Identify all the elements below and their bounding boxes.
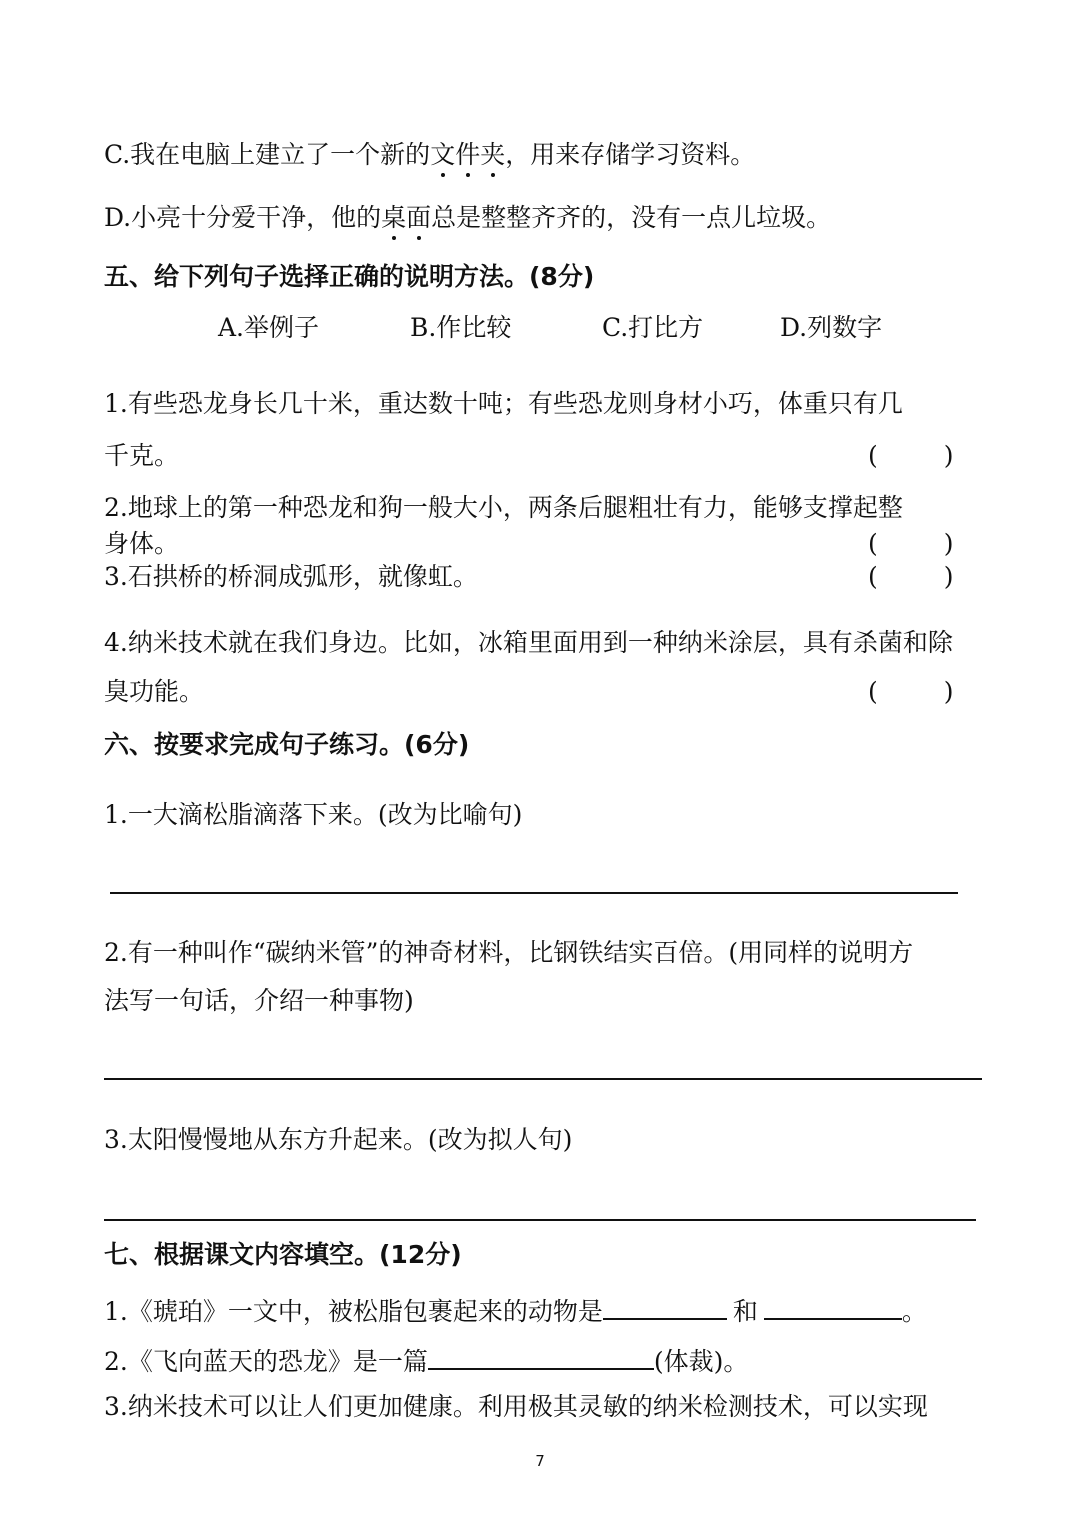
fill-blank[interactable] — [603, 1292, 727, 1320]
answer-blank-2[interactable]: ( ) — [868, 529, 954, 558]
emphasis-char: 桌 — [381, 203, 407, 232]
section-7-heading: 七、根据课文内容填空。(12分) — [104, 1240, 462, 1269]
fill-blank[interactable] — [428, 1342, 654, 1370]
answer-blank-3[interactable]: ( ) — [868, 562, 954, 591]
s7-question-3: 3.纳米技术可以让人们更加健康。利用极其灵敏的纳米检测技术，可以实现 — [104, 1392, 928, 1421]
option-d-sentence: D.小亮十分爱干净，他的桌面总是整整齐齐的，没有一点儿垃圾。 — [104, 203, 832, 232]
option-c-sentence: C.我在电脑上建立了一个新的文件夹，用来存储学习资料。 — [104, 140, 756, 169]
s5-question-1-line2: 千克。 — [104, 441, 180, 470]
fill-blank[interactable] — [764, 1292, 902, 1320]
s6-question-3: 3.太阳慢慢地从东方升起来。(改为拟人句) — [104, 1125, 573, 1154]
s5-question-4-line1: 4.纳米技术就在我们身边。比如，冰箱里面用到一种纳米涂层，具有杀菌和除 — [104, 628, 953, 657]
s5-question-1-line1: 1.有些恐龙身长几十米，重达数十吨；有些恐龙则身材小巧，体重只有几 — [104, 389, 903, 418]
s6-question-1: 1.一大滴松脂滴落下来。(改为比喻句) — [104, 800, 523, 829]
option-c: C.打比方 — [602, 313, 704, 342]
answer-line-1[interactable] — [110, 892, 958, 894]
s7-question-1: 1.《琥珀》一文中，被松脂包裹起来的动物是 和 。 — [104, 1292, 927, 1327]
s5-question-2-line2: 身体。 — [104, 529, 180, 558]
s6-question-2-line2: 法写一句话，介绍一种事物) — [104, 986, 414, 1015]
emphasis-char: 件 — [455, 140, 481, 169]
s6-question-2-line1: 2.有一种叫作“碳纳米管”的神奇材料，比钢铁结实百倍。(用同样的说明方 — [104, 938, 914, 967]
option-a: A.举例子 — [218, 313, 320, 342]
s5-question-4-line2: 臭功能。 — [104, 677, 205, 706]
s5-question-2-line1: 2.地球上的第一种恐龙和狗一般大小，两条后腿粗壮有力，能够支撑起整 — [104, 493, 903, 522]
answer-blank-4[interactable]: ( ) — [868, 677, 954, 706]
answer-blank-1[interactable]: ( ) — [868, 441, 954, 470]
page-number: 7 — [535, 1452, 545, 1470]
answer-line-2[interactable] — [104, 1078, 982, 1080]
option-b: B.作比较 — [410, 313, 512, 342]
s5-question-3: 3.石拱桥的桥洞成弧形，就像虹。 — [104, 562, 478, 591]
emphasis-char: 文 — [430, 140, 456, 169]
emphasis-char: 夹 — [480, 140, 506, 169]
s7-question-2: 2.《飞向蓝天的恐龙》是一篇 (体裁)。 — [104, 1342, 748, 1377]
option-d: D.列数字 — [780, 313, 883, 342]
emphasis-char: 面 — [406, 203, 432, 232]
section-6-heading: 六、按要求完成句子练习。(6分) — [104, 730, 470, 759]
answer-line-3[interactable] — [104, 1219, 976, 1221]
section-5-heading: 五、给下列句子选择正确的说明方法。(8分) — [104, 262, 595, 291]
